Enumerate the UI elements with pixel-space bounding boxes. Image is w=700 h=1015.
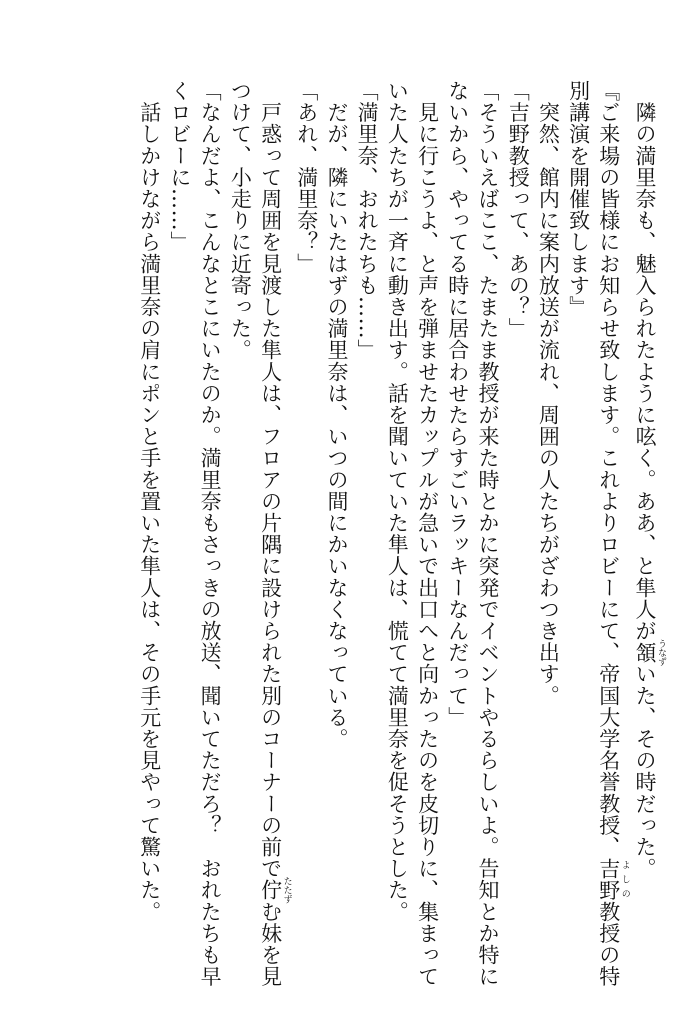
ruby-reading: よしの [619, 857, 630, 901]
text-line [165, 80, 195, 980]
text-segment: 「そういえばここ、たまたま教授が来た時とかに突発でイベントやるらしいよ。告知とか特に [475, 80, 500, 988]
text-segment: 隣の満里奈も、魅入られたように呟く。ああ、と隼人が [633, 80, 657, 642]
text-line [412, 80, 442, 988]
ruby-reading: たたず [281, 876, 292, 904]
text-segment: 戸惑って周囲を見渡した隼人は、フロアの片隅に設けられた別のコーナーの前で [258, 80, 283, 880]
text-line [225, 80, 255, 980]
text-segment: 「あれ、満里奈？」 [294, 80, 319, 275]
ruby-annotation [596, 857, 630, 901]
ruby-base: 頷 [633, 638, 657, 666]
text-segment: いた、その時だった。 [633, 663, 657, 880]
text-segment: 『ご来場の皆様にお知らせ致します。これよりロビーにて、帝国大学名誉教授、 [596, 80, 621, 858]
text-segment: ないから、やってる時に居合わせたらすごいラッキーなんだって」 [445, 80, 470, 728]
text-segment: だが、隣にいたはずの満里奈は、いつの間にかいなくなっている。 [324, 80, 349, 750]
text-line [255, 80, 292, 988]
ruby-base: 佇 [258, 876, 283, 904]
text-segment: 突然、館内に案内放送が流れ、周囲の人たちがざわつき出す。 [536, 80, 561, 707]
text-segment: 「満里奈、おれたちも……」 [355, 80, 380, 361]
text-segment: つけて、小走りに近寄った。 [228, 80, 253, 361]
ruby-base: 吉野 [596, 857, 621, 901]
ruby-reading: うなず [656, 638, 666, 666]
text-line [322, 80, 352, 980]
text-line [503, 80, 533, 980]
text-segment: む妹を見 [258, 900, 283, 988]
ruby-annotation [258, 876, 292, 904]
text-segment: 教授の特 [596, 900, 621, 988]
text-line [382, 80, 412, 980]
text-segment: 見に行こうよ、と声を弾ませたカップルが急いで出口へと向かったのを皮切りに、集まって [415, 80, 440, 988]
text-segment: いた人たちが一斉に動き出す。話を聞いていた隼人は、慌てて満里奈を促そうとした。 [385, 80, 410, 923]
text-line [443, 80, 473, 980]
text-line [630, 80, 666, 980]
text-line [473, 80, 503, 988]
text-line [135, 80, 165, 980]
vertical-text-body [135, 80, 666, 988]
text-segment: 「吉野教授って、あの？」 [506, 80, 531, 340]
text-segment: 別講演を開催致します』 [566, 80, 591, 318]
text-segment: くロビーに……」 [167, 80, 192, 253]
ruby-annotation [633, 638, 666, 666]
text-line [292, 80, 322, 980]
text-line [563, 80, 593, 980]
text-segment: 「なんだよ、こんなとこにいたのか。満里奈もさっきの放送、聞いてただろ？ おれたちも早 [198, 80, 223, 988]
text-line [594, 80, 630, 988]
text-line [352, 80, 382, 980]
text-segment: 話しかけながら満里奈の肩にポンと手を置いた隼人は、その手元を見やって驚いた。 [137, 80, 162, 923]
text-line [195, 80, 225, 988]
text-line [533, 80, 563, 980]
